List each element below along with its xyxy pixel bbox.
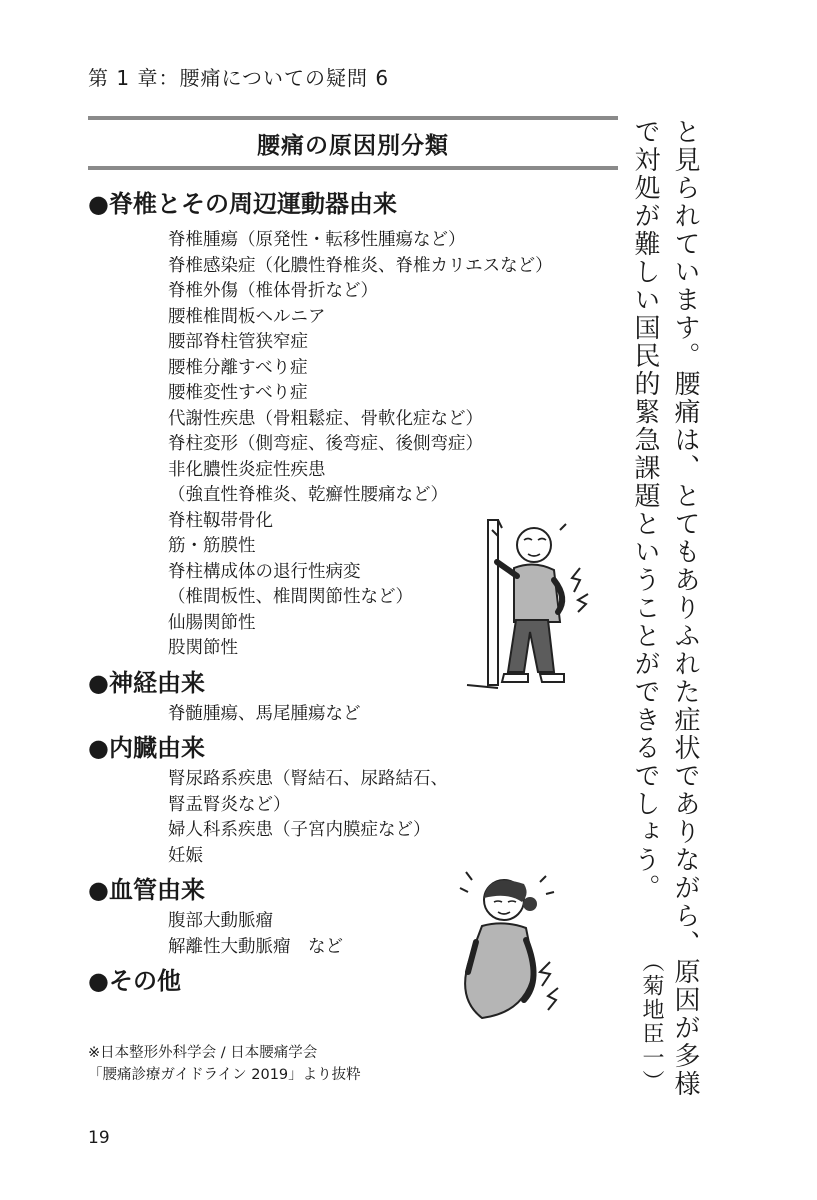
list-item: 腰部脊柱管狭窄症 [168, 332, 308, 352]
source-note-line: ※日本整形外科学会 / 日本腰痛学会 [88, 1045, 318, 1061]
section-heading: ●その他 [88, 967, 181, 995]
list-item: 腎盂腎炎など） [168, 794, 291, 815]
page-number: 19 [88, 1128, 110, 1148]
list-item: 筋・筋膜性 [168, 536, 256, 556]
source-note-line: 「腰痛診療ガイドライン 2019」より抜粋 [88, 1067, 361, 1083]
list-item: 腰椎変性すべり症 [168, 383, 308, 403]
list-item: 仙腸関節性 [168, 612, 256, 633]
list-item: 脊柱構成体の退行性病変 [168, 561, 361, 582]
list-item: 脊椎外傷（椎体骨折など） [168, 281, 378, 301]
list-item: 脊髄腫瘍、馬尾腫瘍など [168, 703, 361, 724]
section-organ [88, 733, 628, 869]
section-title-box [88, 116, 618, 170]
section-title: 腰痛の原因別分類 [257, 132, 449, 159]
list-item: 腰椎椎間板ヘルニア [168, 306, 326, 327]
section-heading: ●内臓由来 [88, 734, 205, 762]
list-item: 脊椎感染症（化膿性脊椎炎、脊椎カリエスなど） [168, 255, 553, 276]
list-item: 非化膿性炎症性疾患 [168, 459, 326, 480]
vertical-body-text: と見られています。腰痛は、とてもありふれた症状でありながら、原因が多様で対処が難しい国民的緊急課題ということができるでしょう。 [630, 118, 700, 1098]
list-item: 腰椎分離すべり症 [168, 357, 308, 378]
list-item: 解離性大動脈瘤 など [168, 936, 343, 957]
elderly-man-back-pain-icon [462, 510, 612, 690]
section-items [168, 767, 628, 869]
section-heading: ●脊椎とその周辺運動器由来 [88, 190, 397, 218]
author-credit: （菊地臣一） [639, 950, 664, 1094]
list-item: 婦人科系疾患（子宮内膜症など） [168, 820, 431, 840]
list-item: 妊娠 [168, 845, 203, 866]
list-item: 代謝性疾患（骨粗鬆症、骨軟化症など） [168, 408, 483, 429]
list-item: 股関節性 [168, 638, 238, 658]
list-item: （強直性脊椎炎、乾癬性腰痛など） [168, 485, 448, 505]
section-heading: ●血管由来 [88, 876, 205, 904]
section-heading: ●神経由来 [88, 668, 205, 697]
pregnant-woman-back-pain-icon [438, 862, 568, 1022]
list-item: （椎間板性、椎間関節性など） [168, 587, 413, 607]
list-item: 腹部大動脈瘤 [168, 911, 273, 931]
list-item: 脊柱変形（側弯症、後弯症、後側弯症） [168, 434, 483, 454]
list-item: 脊柱靱帯骨化 [168, 510, 273, 531]
chapter-header: 第 1 章：腰痛についての疑問 6 [88, 66, 390, 90]
section-items [168, 702, 628, 728]
list-item: 腎尿路系疾患（腎結石、尿路結石、 [168, 769, 448, 789]
source-note [88, 1042, 361, 1086]
list-item: 脊椎腫瘍（原発性・転移性腫瘍など） [168, 230, 466, 250]
